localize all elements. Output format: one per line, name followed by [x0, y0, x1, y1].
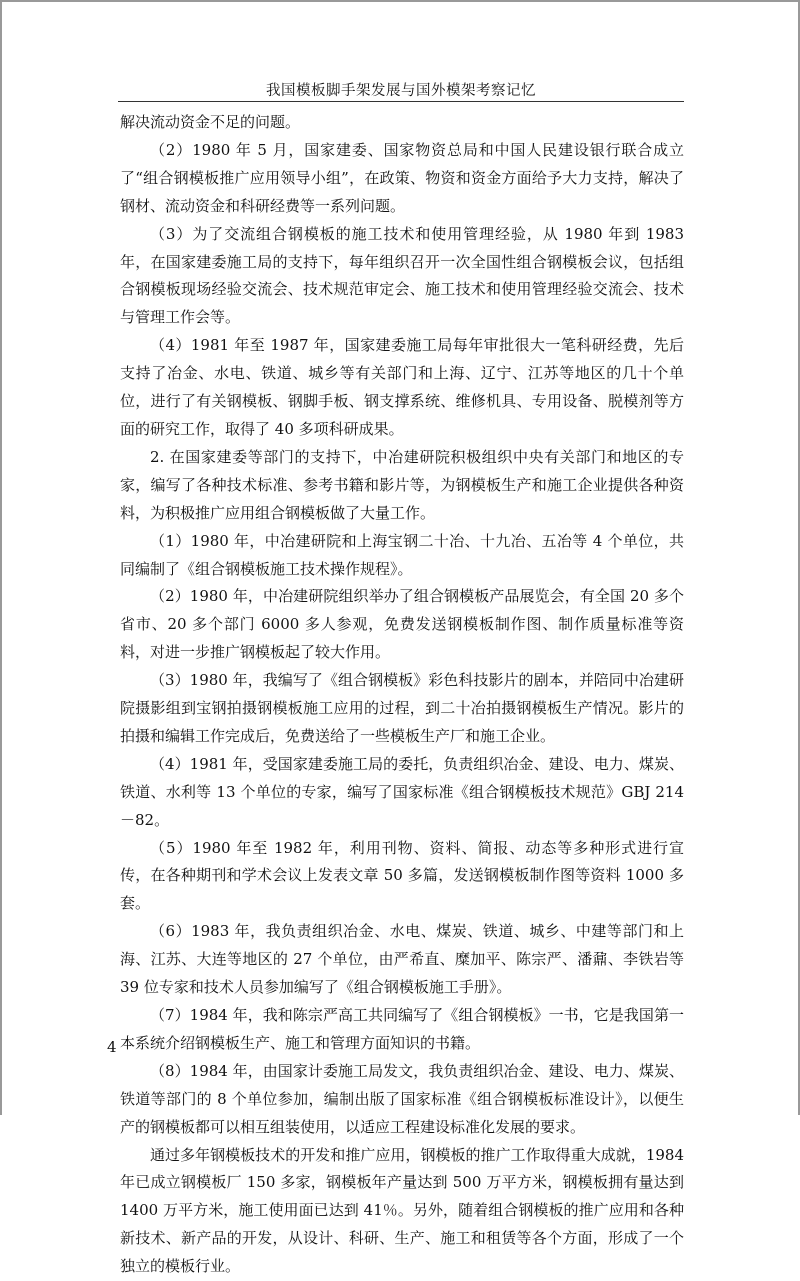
paragraph-4: 2. 在国家建委等部门的支持下，中冶建研院积极组织中央有关部门和地区的专家，编写了各种技术标准、参考书籍和影片等，为钢模板生产和施工企业提供各种资料，为积极推广应用组合钢模板做了大量工作。: [120, 447, 684, 522]
paragraph-13: 通过多年钢模板技术的开发和推广应用，钢模板的推广工作取得重大成就，1984 年已成立钢模板厂 150 多家，钢模板年产量达到 500 万平方米，钢模板拥有量达到 1400 万平方米，施工使用面已达到 41％。另外，随着组合钢模板的推广应用和各种新技术、新产品的开发，从设计、科研、生产、施工和租赁等各个方面，形成了一个独立的模板行业。: [120, 1145, 684, 1276]
running-header: 我国模板脚手架发展与国外模架考察记忆: [266, 83, 536, 99]
paragraph-0: 解决流动资金不足的问题。: [120, 113, 301, 131]
paragraph-8: （4）1981 年，受国家建委施工局的委托，负责组织冶金、建设、电力、煤炭、铁道、水利等 13 个单位的专家，编写了国家标准《组合钢模板技术规范》GBJ 214－82。: [120, 754, 684, 829]
body-text: [120, 109, 684, 1281]
page-border-left: [0, 0, 2, 1115]
page-border-top: [0, 0, 800, 2]
paragraph-1: （2）1980 年 5 月，国家建委、国家物资总局和中国人民建设银行联合成立了“组合钢模板推广应用领导小组”，在政策、物资和资金方面给予大力支持，解决了钢材、流动资金和科研经费等一系列问题。: [120, 140, 684, 215]
page-number: 4: [107, 1038, 117, 1056]
paragraph-5: （1）1980 年，中冶建研院和上海宝钢二十冶、十九冶、五冶等 4 个单位，共同编制了《组合钢模板施工技术操作规程》。: [120, 531, 684, 578]
paragraph-10: （6）1983 年，我负责组织冶金、水电、煤炭、铁道、城乡、中建等部门和上海、江苏、大连等地区的 27 个单位，由严希直、糜加平、陈宗严、潘鼐、李铁岩等 39 位专家和技术人员参加编写了《组合钢模板施工手册》。: [120, 922, 684, 997]
paragraph-3: （4）1981 年至 1987 年，国家建委施工局每年审批很大一笔科研经费，先后支持了冶金、水电、铁道、城乡等有关部门和上海、辽宁、江苏等地区的几十个单位，进行了有关钢模板、钢脚手板、钢支撑系统、维修机具、专用设备、脱模剂等方面的研究工作，取得了 40 多项科研成果。: [120, 336, 684, 438]
paragraph-7: （3）1980 年，我编写了《组合钢模板》彩色科技影片的剧本，并陪同中冶建研院摄影组到宝钢拍摄钢模板施工应用的过程，到二十冶拍摄钢模板生产情况。影片的拍摄和编辑工作完成后，免费送给了一些模板生产厂和施工企业。: [120, 671, 684, 745]
paragraph-11: （7）1984 年，我和陈宗严高工共同编写了《组合钢模板》一书，它是我国第一本系统介绍钢模板生产、施工和管理方面知识的书籍。: [120, 1006, 684, 1052]
paragraph-9: （5）1980 年至 1982 年，利用刊物、资料、简报、动态等多种形式进行宣传，在各种期刊和学术会议上发表文章 50 多篇，发送钢模板制作图等资料 1000 多套。: [120, 838, 684, 913]
paragraph-12: （8）1984 年，由国家计委施工局发文，我负责组织冶金、建设、电力、煤炭、铁道等部门的 8 个单位参加，编制出版了国家标准《组合钢模板标准设计》，以便生产的钢模板都可以相互组装使用，以适应工程建设标准化发展的要求。: [120, 1061, 684, 1136]
header-rule: [118, 101, 684, 102]
paragraph-2: （3）为了交流组合钢模板的施工技术和使用管理经验，从 1980 年到 1983 年，在国家建委施工局的支持下，每年组织召开一次全国性组合钢模板会议，包括组合钢模板现场经验交流会、技术规范审定会、施工技术和使用管理经验交流会、技术与管理工作会等。: [120, 224, 684, 327]
paragraph-6: （2）1980 年，中冶建研院组织举办了组合钢模板产品展览会，有全国 20 多个省市、20 多个部门 6000 多人参观，免费发送钢模板制作图、制作质量标准等资料，对进一步推广钢模板起了较大作用。: [120, 587, 684, 662]
